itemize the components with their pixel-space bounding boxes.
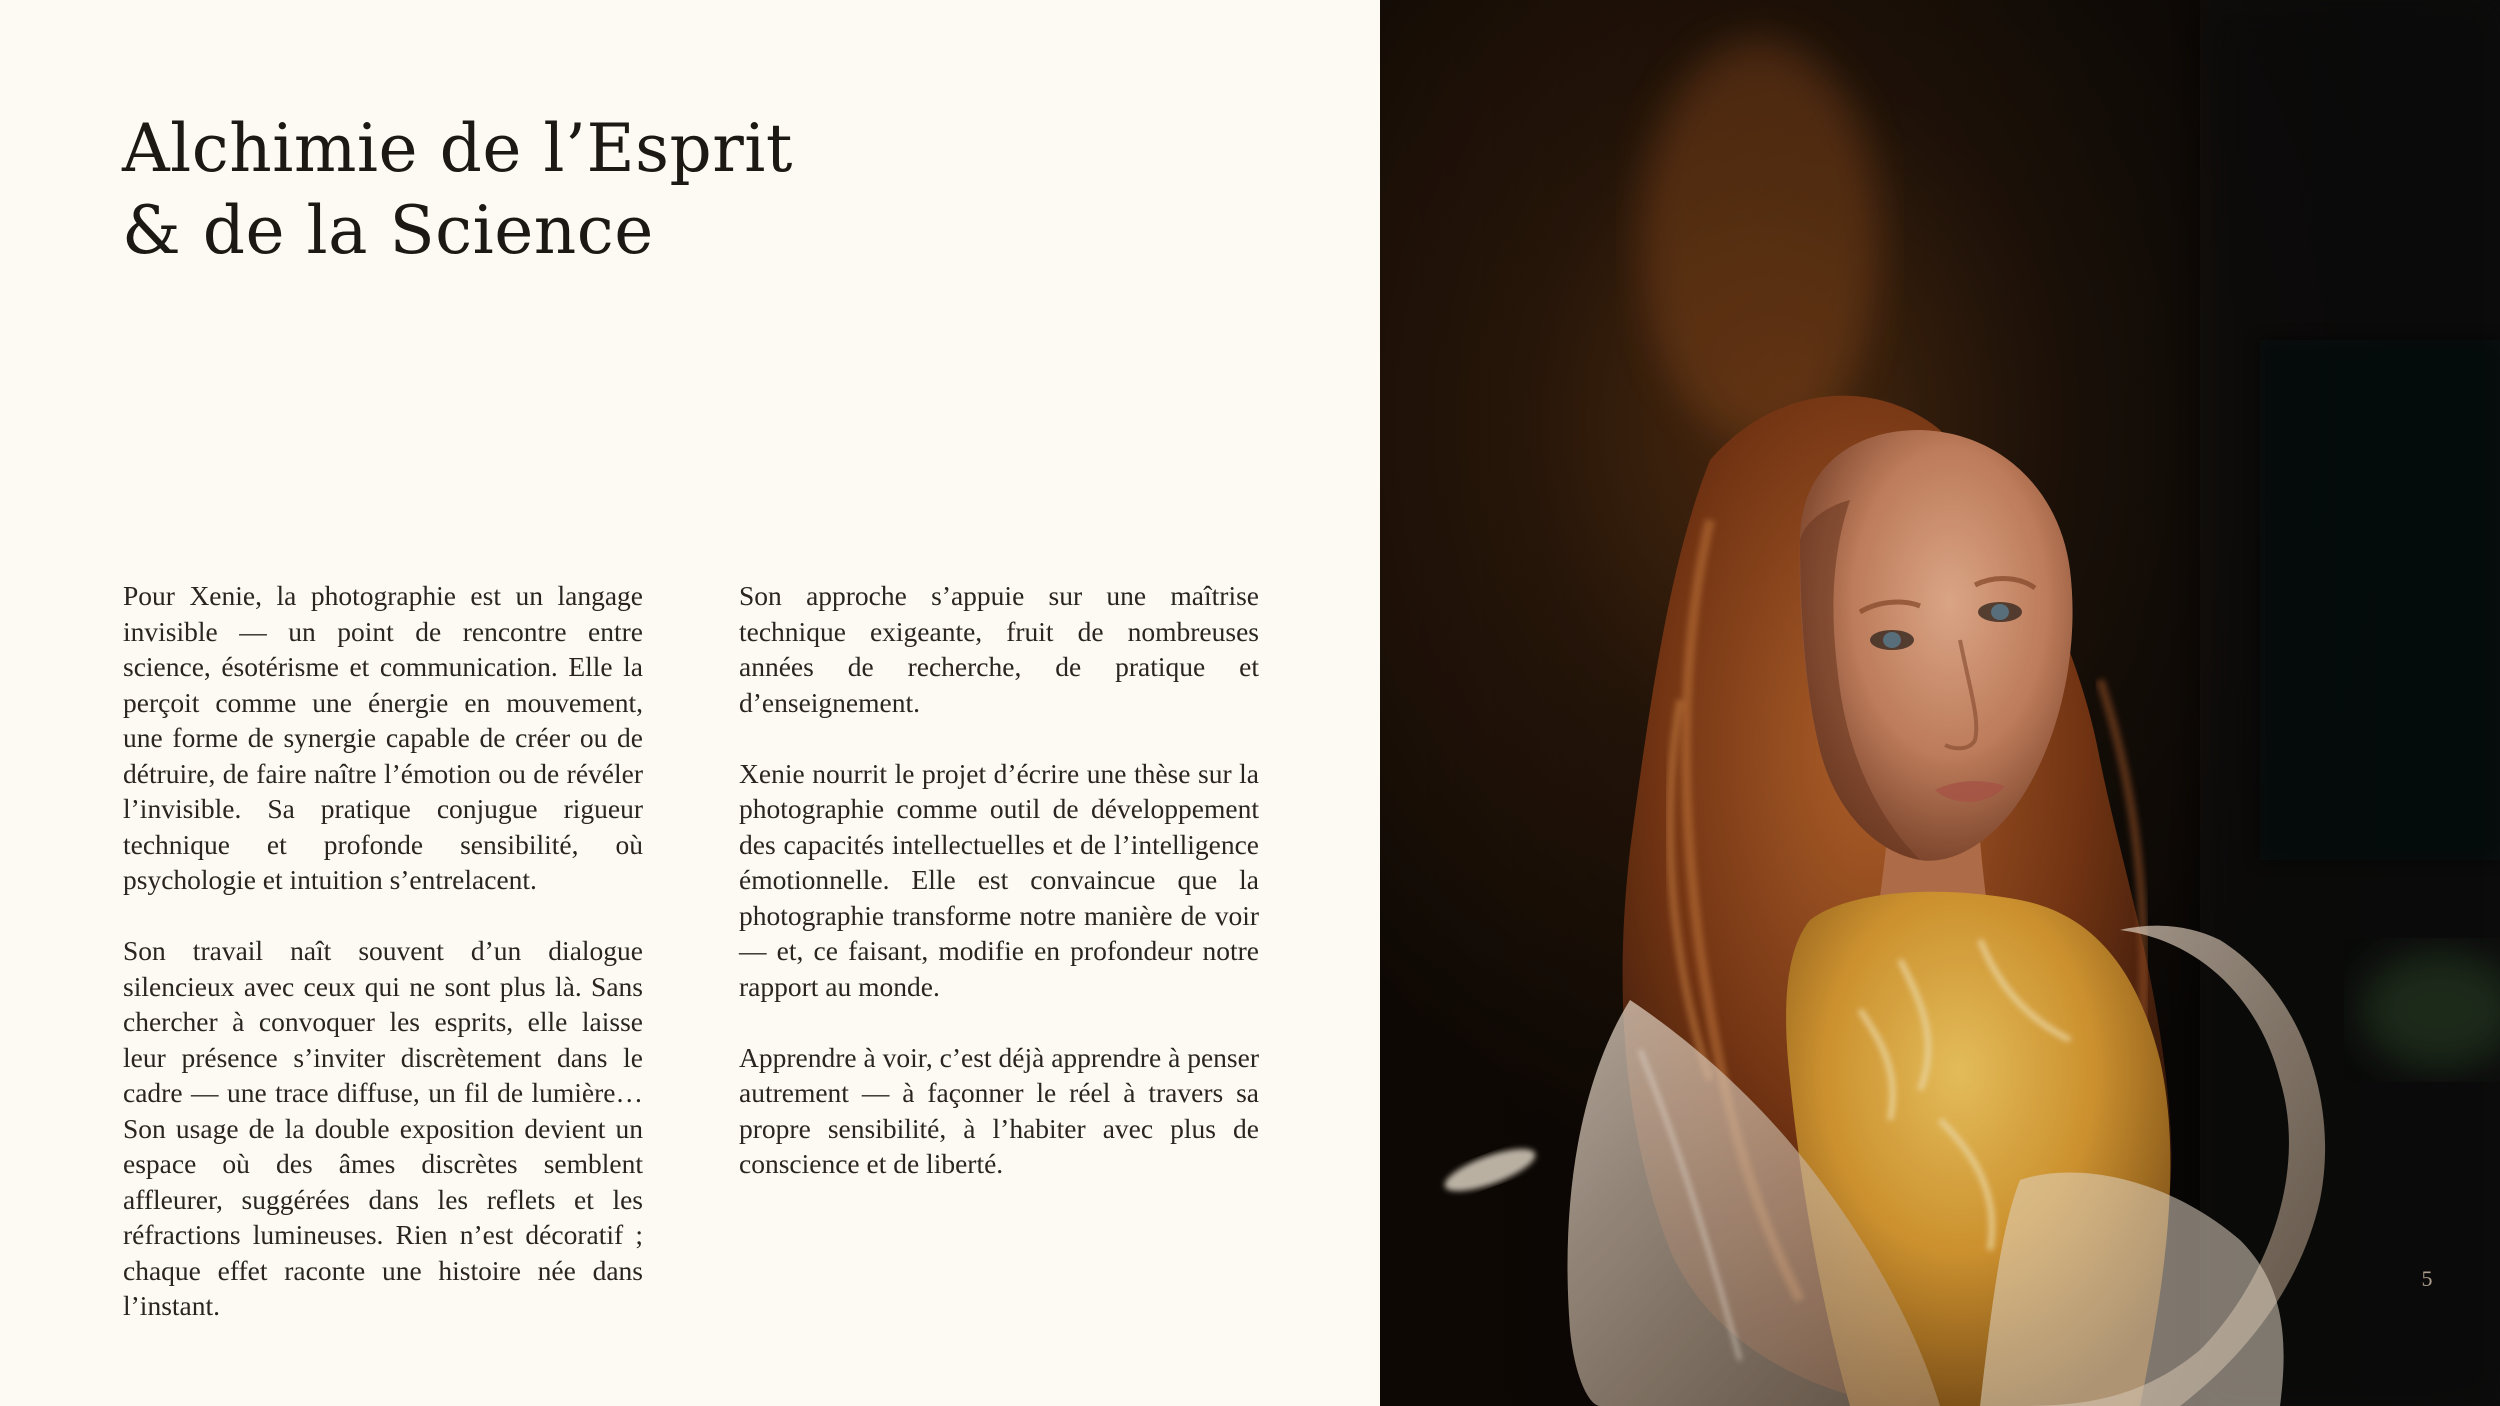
title-line-1: Alchimie de l’Esprit [122, 110, 793, 187]
body-paragraph: Pour Xenie, la photographie est un langage invisible — un point de rencontre entre science, ésotérisme et communication. Elle la perçoit comme une énergie en mouvement, une forme de synergie capable de créer ou de détruire, de faire naître l’émotion ou de révéler l’invisible. Sa pratique conjugue rigueur technique et profonde sensibilité, où psychologie et intuition s’entrelacent. [123, 580, 643, 895]
page-number: 5 [2421, 1266, 2433, 1291]
body-paragraph: Son travail naît souvent d’un dialogue silencieux avec ceux qui ne sont plus là. Sans chercher à convoquer les esprits, elle laisse leur présence s’inviter discrètement dans le cadre — une trace diffuse, un fil de lumière… Son usage de la double exposition devient un espace où des âmes discrètes semblent affleurer, suggérées dans les reflets et les réfractions lumineuses. Rien n’est décoratif ; chaque effet raconte une histoire née dans l’instant. [123, 935, 643, 1321]
title-line-2: & de la Science [122, 192, 654, 269]
body-paragraph: Apprendre à voir, c’est déjà apprendre à penser autrement — à façonner le réel à travers sa propre sensibilité, à l’habiter avec plus de conscience et de liberté. [739, 1041, 1259, 1179]
text-column-left [123, 578, 643, 1324]
page-title [122, 108, 1022, 272]
body-paragraph: Xenie nourrit le projet d’écrire une thèse sur la photographie comme outil de développement des capacités intellectuelles et de l’intelligence émotionnelle. Elle est convaincue que la photographie transforme notre manière de voir — et, ce faisant, modifie en profondeur notre rapport au monde. [739, 757, 1259, 1002]
portrait-photo [1380, 0, 2500, 1406]
text-column-right [739, 578, 1259, 1182]
body-paragraph: Son approche s’appuie sur une maîtrise technique exigeante, fruit de nombreuses années de recherche, de pratique et d’enseignement. [739, 580, 1259, 718]
